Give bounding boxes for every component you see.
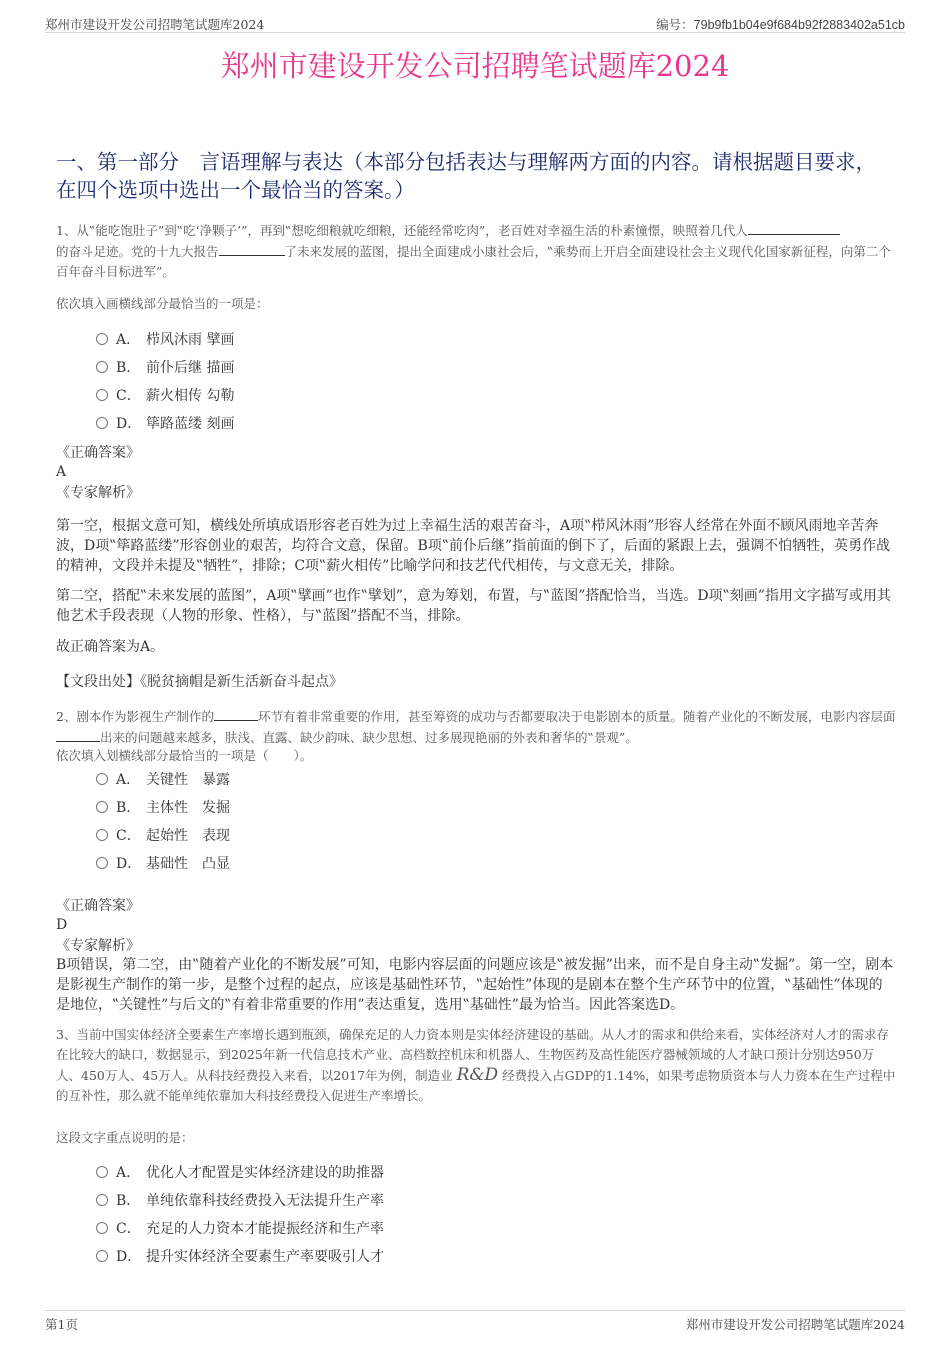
q3-option-c[interactable] <box>96 1219 384 1239</box>
question-1-stem <box>56 220 896 282</box>
q1-option-d[interactable] <box>96 414 234 434</box>
q1-text-b: 的奋斗足迹。党的十九大报告 <box>56 244 219 259</box>
option-letter: D． <box>116 416 142 432</box>
option-letter: B． <box>116 800 141 816</box>
option-letter: B． <box>116 360 141 376</box>
option-letter: A． <box>116 332 141 348</box>
q2-option-b[interactable] <box>96 798 230 818</box>
option-text: 优化人才配置是实体经济建设的助推器 <box>146 1165 384 1181</box>
blank-1 <box>748 220 840 235</box>
option-text: 薪火相传 勾勒 <box>146 388 235 404</box>
radio-icon[interactable] <box>96 1166 108 1178</box>
q3-option-a[interactable] <box>96 1163 384 1183</box>
question-2-stem <box>56 706 896 748</box>
q3-text-c: 经费投入占GDP的1.14%，如果考虑物质资本与人力资本在生产过程中的互补性，那么就不能单纯依靠加大科技经费投入促进生产率增长。 <box>56 1068 896 1103</box>
option-letter: C． <box>116 1221 141 1237</box>
q3-text-a: 3、当前中国实体经济全要素生产率增长遇到瓶颈，确保充足的人力资本则是实体经济建设的基础。从人才的需求和供给来看，实体经济对人才的需求存在比较大的缺口，数据显示，到2025年新一代信息技术产业、高档数控机床和机器人、生物医药及高性能医疗器械领域的人才缺口预 <box>56 1027 889 1062</box>
q2-answer-label: 《正确答案》 <box>56 898 140 914</box>
q1-analysis-label: 《专家解析》 <box>56 485 140 501</box>
section-heading: 一、第一部分 言语理解与表达（本部分包括表达与理解两方面的内容。请根据题目要求，在四个选项中选出一个最恰当的答案。） <box>56 150 876 202</box>
q2-analysis-label: 《专家解析》 <box>56 938 140 954</box>
radio-icon[interactable] <box>96 361 108 373</box>
footer-title: 郑州市建设开发公司招聘笔试题库2024 <box>685 1317 905 1332</box>
option-letter: D． <box>116 1249 142 1265</box>
q2-text-b: 环节有着非常重要的作用，甚至筹资的成功与否都要取决于电影剧本的质量。随着产业化的不断发展，电影内容层面 <box>257 709 896 724</box>
option-text: 提升实体经济全要素生产率要吸引人才 <box>146 1249 384 1265</box>
option-text: 关键性 暴露 <box>146 772 230 788</box>
page-footer <box>45 1310 905 1331</box>
q1-text-c: 了未来发展的蓝图，提出全面建成小康社会后，‟乘势而上开启全面建设社会主义现代化国家新征程，向第二个百年奋斗目标进军”。 <box>56 244 891 279</box>
option-text: 基础性 凸显 <box>146 856 230 872</box>
q1-analysis-2: 第二空，搭配‟未来发展的蓝图”，A项‟擘画”也作‟擘划”，意为筹划，布置，与‟蓝图”搭配恰当，当选。D项‟刻画”指用文字描写或用其他艺术手段表现（人物的形象、性格），与‟蓝图”搭配不当，排除。 <box>56 588 891 624</box>
q2-option-a[interactable] <box>96 770 230 790</box>
q2-analysis: B项错误，第二空，由‟随着产业化的不断发展”可知，电影内容层面的问题应该是‟被发掘”出来，而不是自身主动‟发掘”。第一空，剧本是影视生产制作的第一步，是整个过程的起点，应该是基础性环节，‟起始性”体现的是剧本在整个生产环节中的位置，‟基础性”体现的是地位，‟关键性”与后文的‟有着非常重要的作用”表达重复，选用‟基础性”最为恰当。因此答案选D。 <box>56 957 894 1013</box>
q1-answer: A <box>56 464 67 480</box>
option-text: 主体性 发掘 <box>146 800 230 816</box>
question-2-prompt: 依次填入划横线部分最恰当的一项是（ ）。 <box>56 748 313 763</box>
blank-2 <box>56 727 100 742</box>
q3-option-b[interactable] <box>96 1191 384 1211</box>
q1-source: 【文段出处】《脱贫摘帽是新生活新奋斗起点》 <box>56 674 343 690</box>
radio-icon[interactable] <box>96 857 108 869</box>
radio-icon[interactable] <box>96 829 108 841</box>
radio-icon[interactable] <box>96 1250 108 1262</box>
option-letter: A． <box>116 772 141 788</box>
q2-text-c: 出来的问题越来越多，肤浅、直露、缺少韵味、缺少思想、过多展现艳丽的外表和奢华的‟景观”。 <box>100 730 638 745</box>
q3-text-b: 计分别达950万人、450万人、45万人。从科技经费投入来看，以2017年为例，制造业 <box>56 1047 875 1083</box>
option-letter: D． <box>116 856 142 872</box>
radio-icon[interactable] <box>96 1194 108 1206</box>
question-1-prompt: 依次填入画横线部分最恰当的一项是： <box>56 296 269 311</box>
footer-page-number: 第1页 <box>45 1317 78 1332</box>
header-code-label: 编号： <box>656 18 694 32</box>
option-text: 前仆后继 描画 <box>146 360 235 376</box>
q2-option-c[interactable] <box>96 826 230 846</box>
radio-icon[interactable] <box>96 773 108 785</box>
option-text: 筚路蓝缕 刻画 <box>146 416 235 432</box>
q1-text-a: 1、从‟能吃饱肚子”到‟吃‘净颗子’”，再到‟想吃细粮就吃细粮，还能经常吃肉”，老百姓对幸福生活的朴素憧憬，映照着几代人 <box>56 223 748 238</box>
q1-option-a[interactable] <box>96 330 234 350</box>
q1-option-c[interactable] <box>96 386 234 406</box>
radio-icon[interactable] <box>96 1222 108 1234</box>
document-title: 郑州市建设开发公司招聘笔试题库2024 <box>220 49 730 83</box>
option-text: 充足的人力资本才能提振经济和生产率 <box>146 1221 384 1237</box>
option-letter: C． <box>116 388 141 404</box>
radio-icon[interactable] <box>96 333 108 345</box>
header-left-title: 郑州市建设开发公司招聘笔试题库2024 <box>45 17 265 32</box>
blank-2 <box>219 241 285 256</box>
q1-analysis-3: 故正确答案为A。 <box>56 639 165 655</box>
blank-1 <box>214 706 258 721</box>
q3-option-d[interactable] <box>96 1247 384 1267</box>
page-header <box>45 14 905 33</box>
question-3-prompt: 这段文字重点说明的是： <box>56 1130 194 1145</box>
radio-icon[interactable] <box>96 389 108 401</box>
header-code-value: 79b9fb1b04e9f684b92f2883402a51cb <box>693 18 905 32</box>
option-letter: B． <box>116 1193 141 1209</box>
radio-icon[interactable] <box>96 801 108 813</box>
header-code <box>656 15 905 33</box>
option-text: 单纯依靠科技经费投入无法提升生产率 <box>146 1193 384 1209</box>
q1-answer-label: 《正确答案》 <box>56 445 140 461</box>
q1-analysis-1: 第一空，根据文意可知，横线处所填成语形容老百姓为过上幸福生活的艰苦奋斗，A项‟栉风沐雨”形容人经常在外面不顾风雨地辛苦奔波，D项‟筚路蓝缕”形容创业的艰苦，均符合文意，保留。B项‟前仆后继”指前面的倒下了，后面的紧跟上去，强调不怕牺牲，英勇作战的精神，文段并未提及‟牺牲”，排除；C项‟薪火相传”比喻学问和技艺代代相传，与文意无关，排除。 <box>56 518 891 574</box>
q2-text-a: 2、剧本作为影视生产制作的 <box>56 709 214 724</box>
radio-icon[interactable] <box>96 417 108 429</box>
q1-option-b[interactable] <box>96 358 234 378</box>
q3-rd-term: R&D <box>456 1065 499 1085</box>
q2-answer: D <box>56 917 68 933</box>
option-text: 栉风沐雨 擘画 <box>146 332 235 348</box>
question-3-stem <box>56 1025 896 1106</box>
q2-option-d[interactable] <box>96 854 230 874</box>
option-letter: C． <box>116 828 141 844</box>
option-text: 起始性 表现 <box>146 828 230 844</box>
option-letter: A． <box>116 1165 141 1181</box>
